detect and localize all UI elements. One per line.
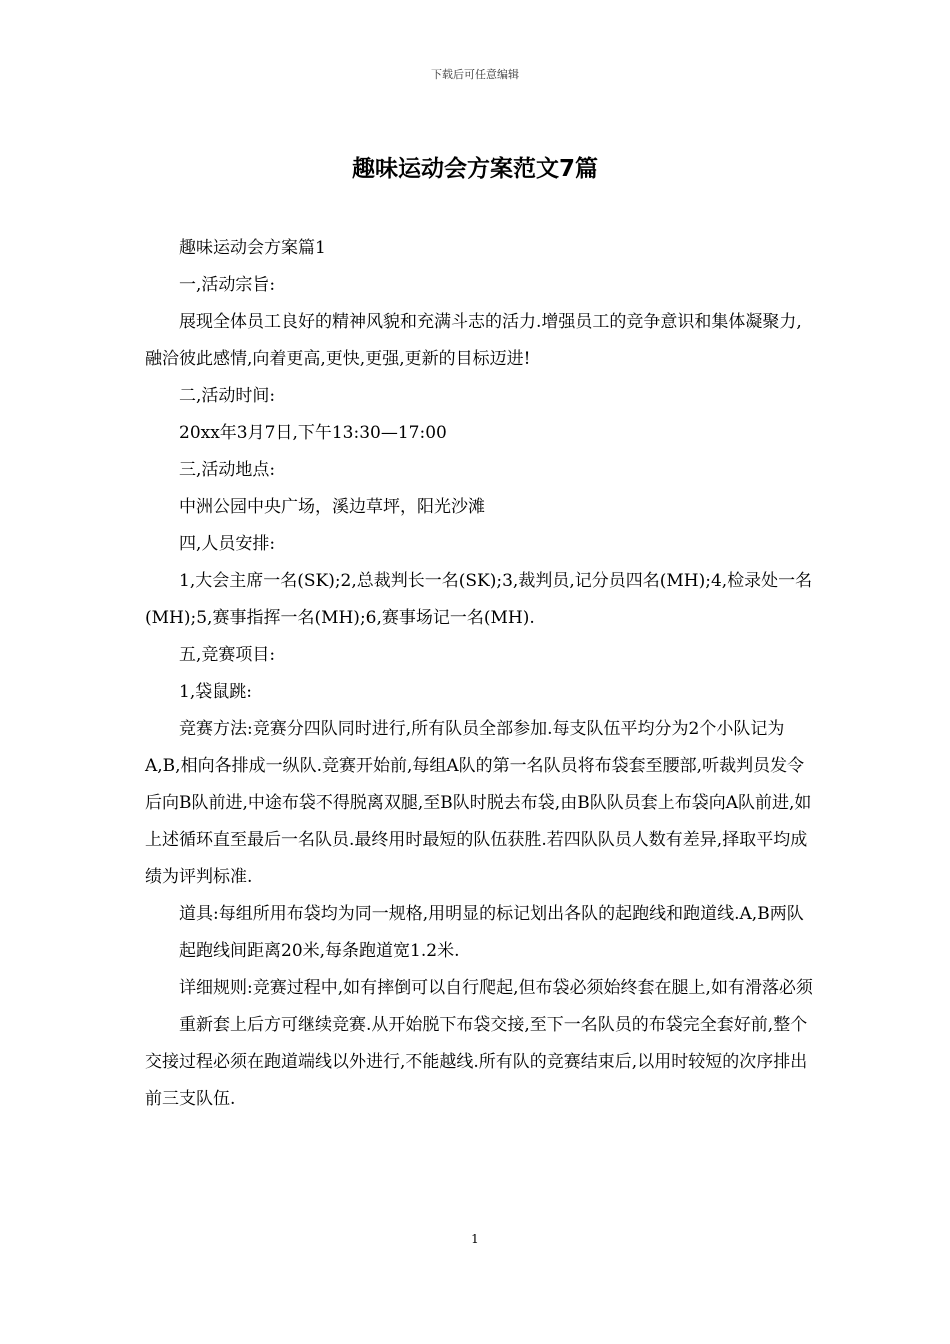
paragraph: 道具:每组所用布袋均为同一规格,用明显的标记划出各队的起跑线和跑道线.A,B两队	[179, 904, 804, 924]
paragraph: 展现全体员工良好的精神风貌和充满斗志的活力.增强员工的竞争意识和集体凝聚力,融洽彼此感情,向着更高,更快,更强,更新的目标迈进!	[145, 312, 802, 369]
paragraph: 20xx年3月7日,下午13:30—17:00	[179, 423, 447, 443]
header-note: 下载后可任意编辑	[431, 68, 519, 81]
document-title: 趣味运动会方案范文7篇	[351, 156, 598, 182]
paragraph: 重新套上后方可继续竞赛.从开始脱下布袋交接,至下一名队员的布袋完全套好前,整个交接过程必须在跑道端线以外进行,不能越线.所有队的竞赛结束后,以用时较短的次序排出前三支队伍.	[145, 1015, 808, 1109]
paragraph: 四,人员安排:	[179, 534, 276, 554]
paragraph: 详细规则:竞赛过程中,如有摔倒可以自行爬起,但布袋必须始终套在腿上,如有滑落必须	[179, 978, 813, 998]
document-body	[145, 230, 813, 1118]
paragraph: 1,大会主席一名(SK);2,总裁判长一名(SK);3,裁判员,记分员四名(MH);4,检录处一名(MH);5,赛事指挥一名(MH);6,赛事场记一名(MH).	[145, 571, 813, 628]
paragraph: 一,活动宗旨:	[179, 275, 276, 295]
paragraph: 三,活动地点:	[179, 460, 276, 480]
paragraph: 1,袋鼠跳:	[179, 682, 252, 702]
paragraph: 五,竞赛项目:	[179, 645, 276, 665]
paragraph: 二,活动时间:	[179, 386, 276, 406]
page-number: 1	[471, 1232, 479, 1246]
paragraph: 竞赛方法:竞赛分四队同时进行,所有队员全部参加.每支队伍平均分为2个小队记为A,B,相向各排成一纵队.竞赛开始前,每组A队的第一名队员将布袋套至腰部,听裁判员发令后向B队前进,中途布袋不得脱离双腿,至B队时脱去布袋,由B队队员套上布袋向A队前进,如上述循环直至最后一名队员.最终用时最短的队伍获胜.若四队队员人数有差异,择取平均成绩为评判标准.	[145, 719, 812, 887]
paragraph: 起跑线间距离20米,每条跑道宽1.2米.	[179, 941, 460, 961]
paragraph: 中洲公园中央广场，溪边草坪，阳光沙滩	[179, 497, 485, 517]
section-heading: 趣味运动会方案篇1	[179, 238, 326, 258]
